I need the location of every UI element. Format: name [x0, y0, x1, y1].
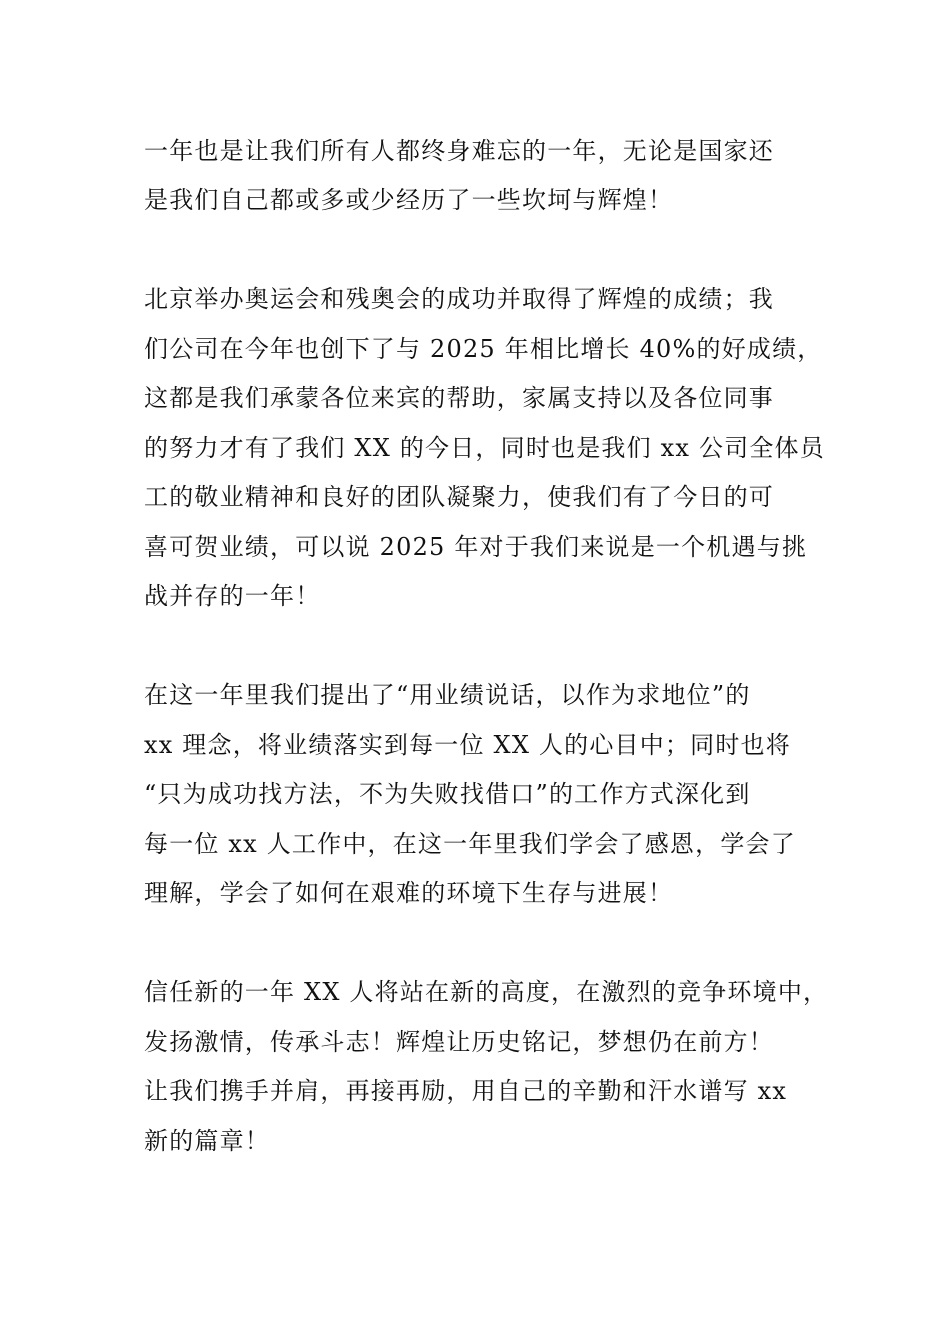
paragraph-line: 北京举办奥运会和残奥会的成功并取得了辉煌的成绩；我 [144, 285, 774, 313]
paragraph-line: 一年也是让我们所有人都终身难忘的一年，无论是国家还 [144, 137, 774, 165]
paragraph-line: 理解，学会了如何在艰难的环境下生存与进展！ [144, 879, 674, 907]
paragraph-line: 战并存的一年！ [144, 582, 321, 610]
paragraph-line: 让我们携手并肩，再接再励，用自己的辛勤和汗水谱写 xx [144, 1077, 788, 1105]
paragraph-line: 新的篇章！ [144, 1127, 270, 1155]
paragraph-line: 每一位 xx 人工作中，在这一年里我们学会了感恩，学会了 [144, 830, 796, 858]
paragraph-line: xx 理念，将业绩落实到每一位 XX 人的心目中；同时也将 [144, 731, 791, 759]
paragraph-line: 信任新的一年 XX 人将站在新的高度，在激烈的竞争环境中， [144, 978, 829, 1006]
paragraph-line: 的努力才有了我们 XX 的今日，同时也是我们 xx 公司全体员 [144, 434, 825, 462]
paragraph-line: 是我们自己都或多或少经历了一些坎坷与辉煌！ [144, 186, 674, 214]
paragraph-line: “只为成功找方法，不为失败找借口”的工作方式深化到 [144, 780, 751, 808]
paragraph-line: 发扬激情，传承斗志！辉煌让历史铭记，梦想仍在前方！ [144, 1028, 774, 1056]
paragraph-line: 工的敬业精神和良好的团队凝聚力，使我们有了今日的可 [144, 483, 774, 511]
paragraph-line: 这都是我们承蒙各位来宾的帮助，家属支持以及各位同事 [144, 384, 774, 412]
paragraph-line: 在这一年里我们提出了“用业绩说话，以作为求地位”的 [144, 681, 751, 709]
paragraph-line: 喜可贺业绩，可以说 2025 年对于我们来说是一个机遇与挑 [144, 533, 808, 561]
paragraph-line: 们公司在今年也创下了与 2025 年相比增长 40%的好成绩， [144, 335, 823, 363]
